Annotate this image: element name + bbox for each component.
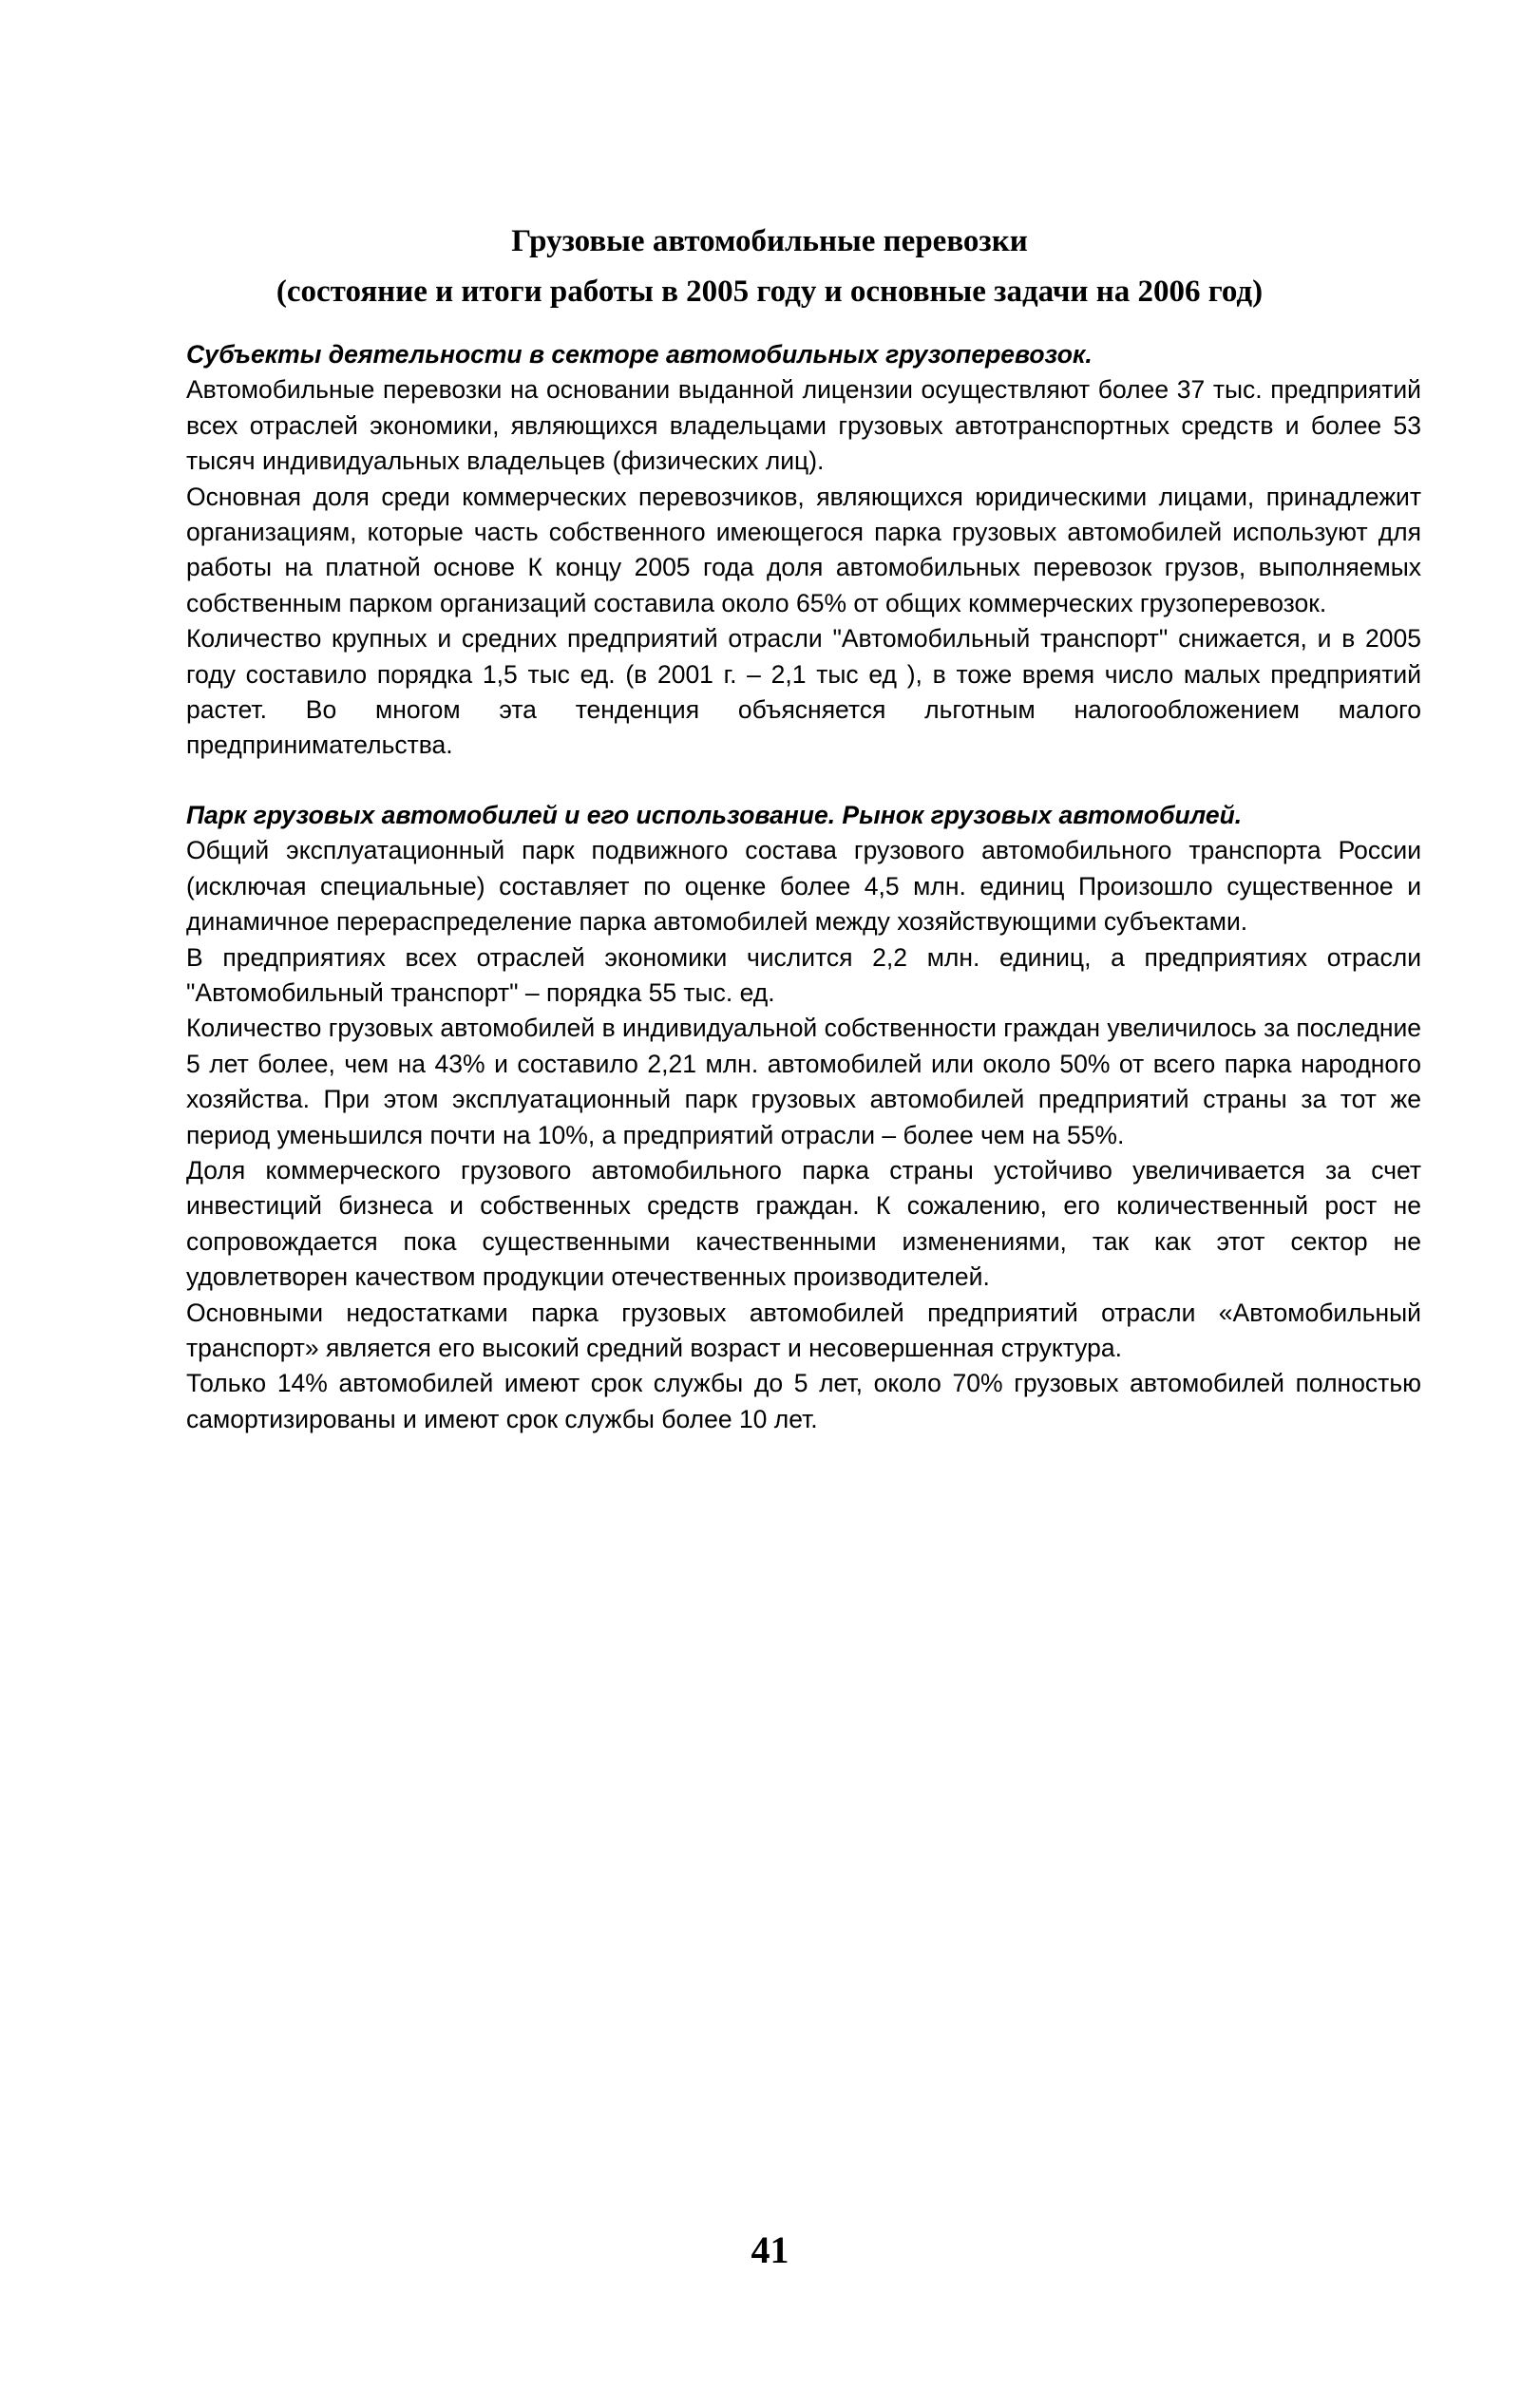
section-2-paragraph: Основными недостатками парка грузовых автомобилей предприятий отрасли «Автомобильный транспорт» является его высокий средний возраст и несовершенная структура. <box>186 1298 1421 1362</box>
section-2-paragraph: Количество грузовых автомобилей в индивидуальной собственности граждан увеличилось за последние 5 лет более, чем на 43% и составило 2,21 млн. автомобилей или около 50% от всего парка народного хозяйства. При этом эксплуатационный парк грузовых автомобилей предприятий страны за тот же период уменьшился почти на 10%, а предприятий отрасли – более чем на 55%. <box>186 1014 1421 1149</box>
body-text <box>186 337 1421 1437</box>
section-1-paragraph: Количество крупных и средних предприятий отрасли "Автомобильный транспорт" снижается, и в 2005 году составило порядка 1,5 тыс ед. (в 2001 г. – 2,1 тыс ед ), в тоже время число малых предприятий растет. Во многом эта тенденция объясняется льготным налогообложением малого предпринимательства. <box>186 624 1421 760</box>
title-line-1: Грузовые автомобильные перевозки <box>511 224 1028 258</box>
section-2-paragraph: Доля коммерческого грузового автомобильного парка страны устойчиво увеличивается за счет инвестиций бизнеса и собственных средств граждан. К сожалению, его количественный рост не сопровождается пока существенными качественными изменениями, так как этот сектор не удовлетворен качеством продукции отечественных производителей. <box>186 1155 1421 1292</box>
document-title <box>133 217 1406 317</box>
section-2-paragraph: В предприятиях всех отраслей экономики числится 2,2 млн. единиц, а предприятиях отрасли "Автомобильный транспорт" – порядка 55 тыс. ед. <box>186 942 1421 1007</box>
section-1-paragraph: Основная доля среди коммерческих перевозчиков, являющихся юридическими лицами, принадлежит организациям, которые часть собственного имеющегося парка грузовых автомобилей используют для работы на платной основе К концу 2005 года доля автомобильных перевозок грузов, выполняемых собственным парком организаций составила около 65% от общих коммерческих грузоперевозок. <box>186 482 1421 617</box>
title-line-2: (состояние и итоги работы в 2005 году и основные задачи на 2006 год) <box>276 275 1264 309</box>
page-number: 41 <box>751 2228 789 2271</box>
section-1-paragraph: Автомобильные перевозки на основании выданной лицензии осуществляют более 37 тыс. предприятий всех отраслей экономики, являющихся владельцами грузовых автотранспортных средств и более 53 тысяч индивидуальных владельцев (физических лиц). <box>186 375 1421 476</box>
section-2-paragraph: Общий эксплуатационный парк подвижного состава грузового автомобильного транспорта России (исключая специальные) составляет по оценке более 4,5 млн. единиц Произошло существенное и динамичное перераспределение парка автомобилей между хозяйствующими субъектами. <box>186 836 1421 937</box>
section-2-paragraph: Только 14% автомобилей имеют срок службы до 5 лет, около 70% грузовых автомобилей полностью самортизированы и имеют срок службы более 10 лет. <box>186 1369 1421 1433</box>
section-2-heading: Парк грузовых автомобилей и его использование. Рынок грузовых автомобилей. <box>186 800 1243 829</box>
section-1-heading: Субъекты деятельности в секторе автомобильных грузоперевозок. <box>186 340 1093 369</box>
